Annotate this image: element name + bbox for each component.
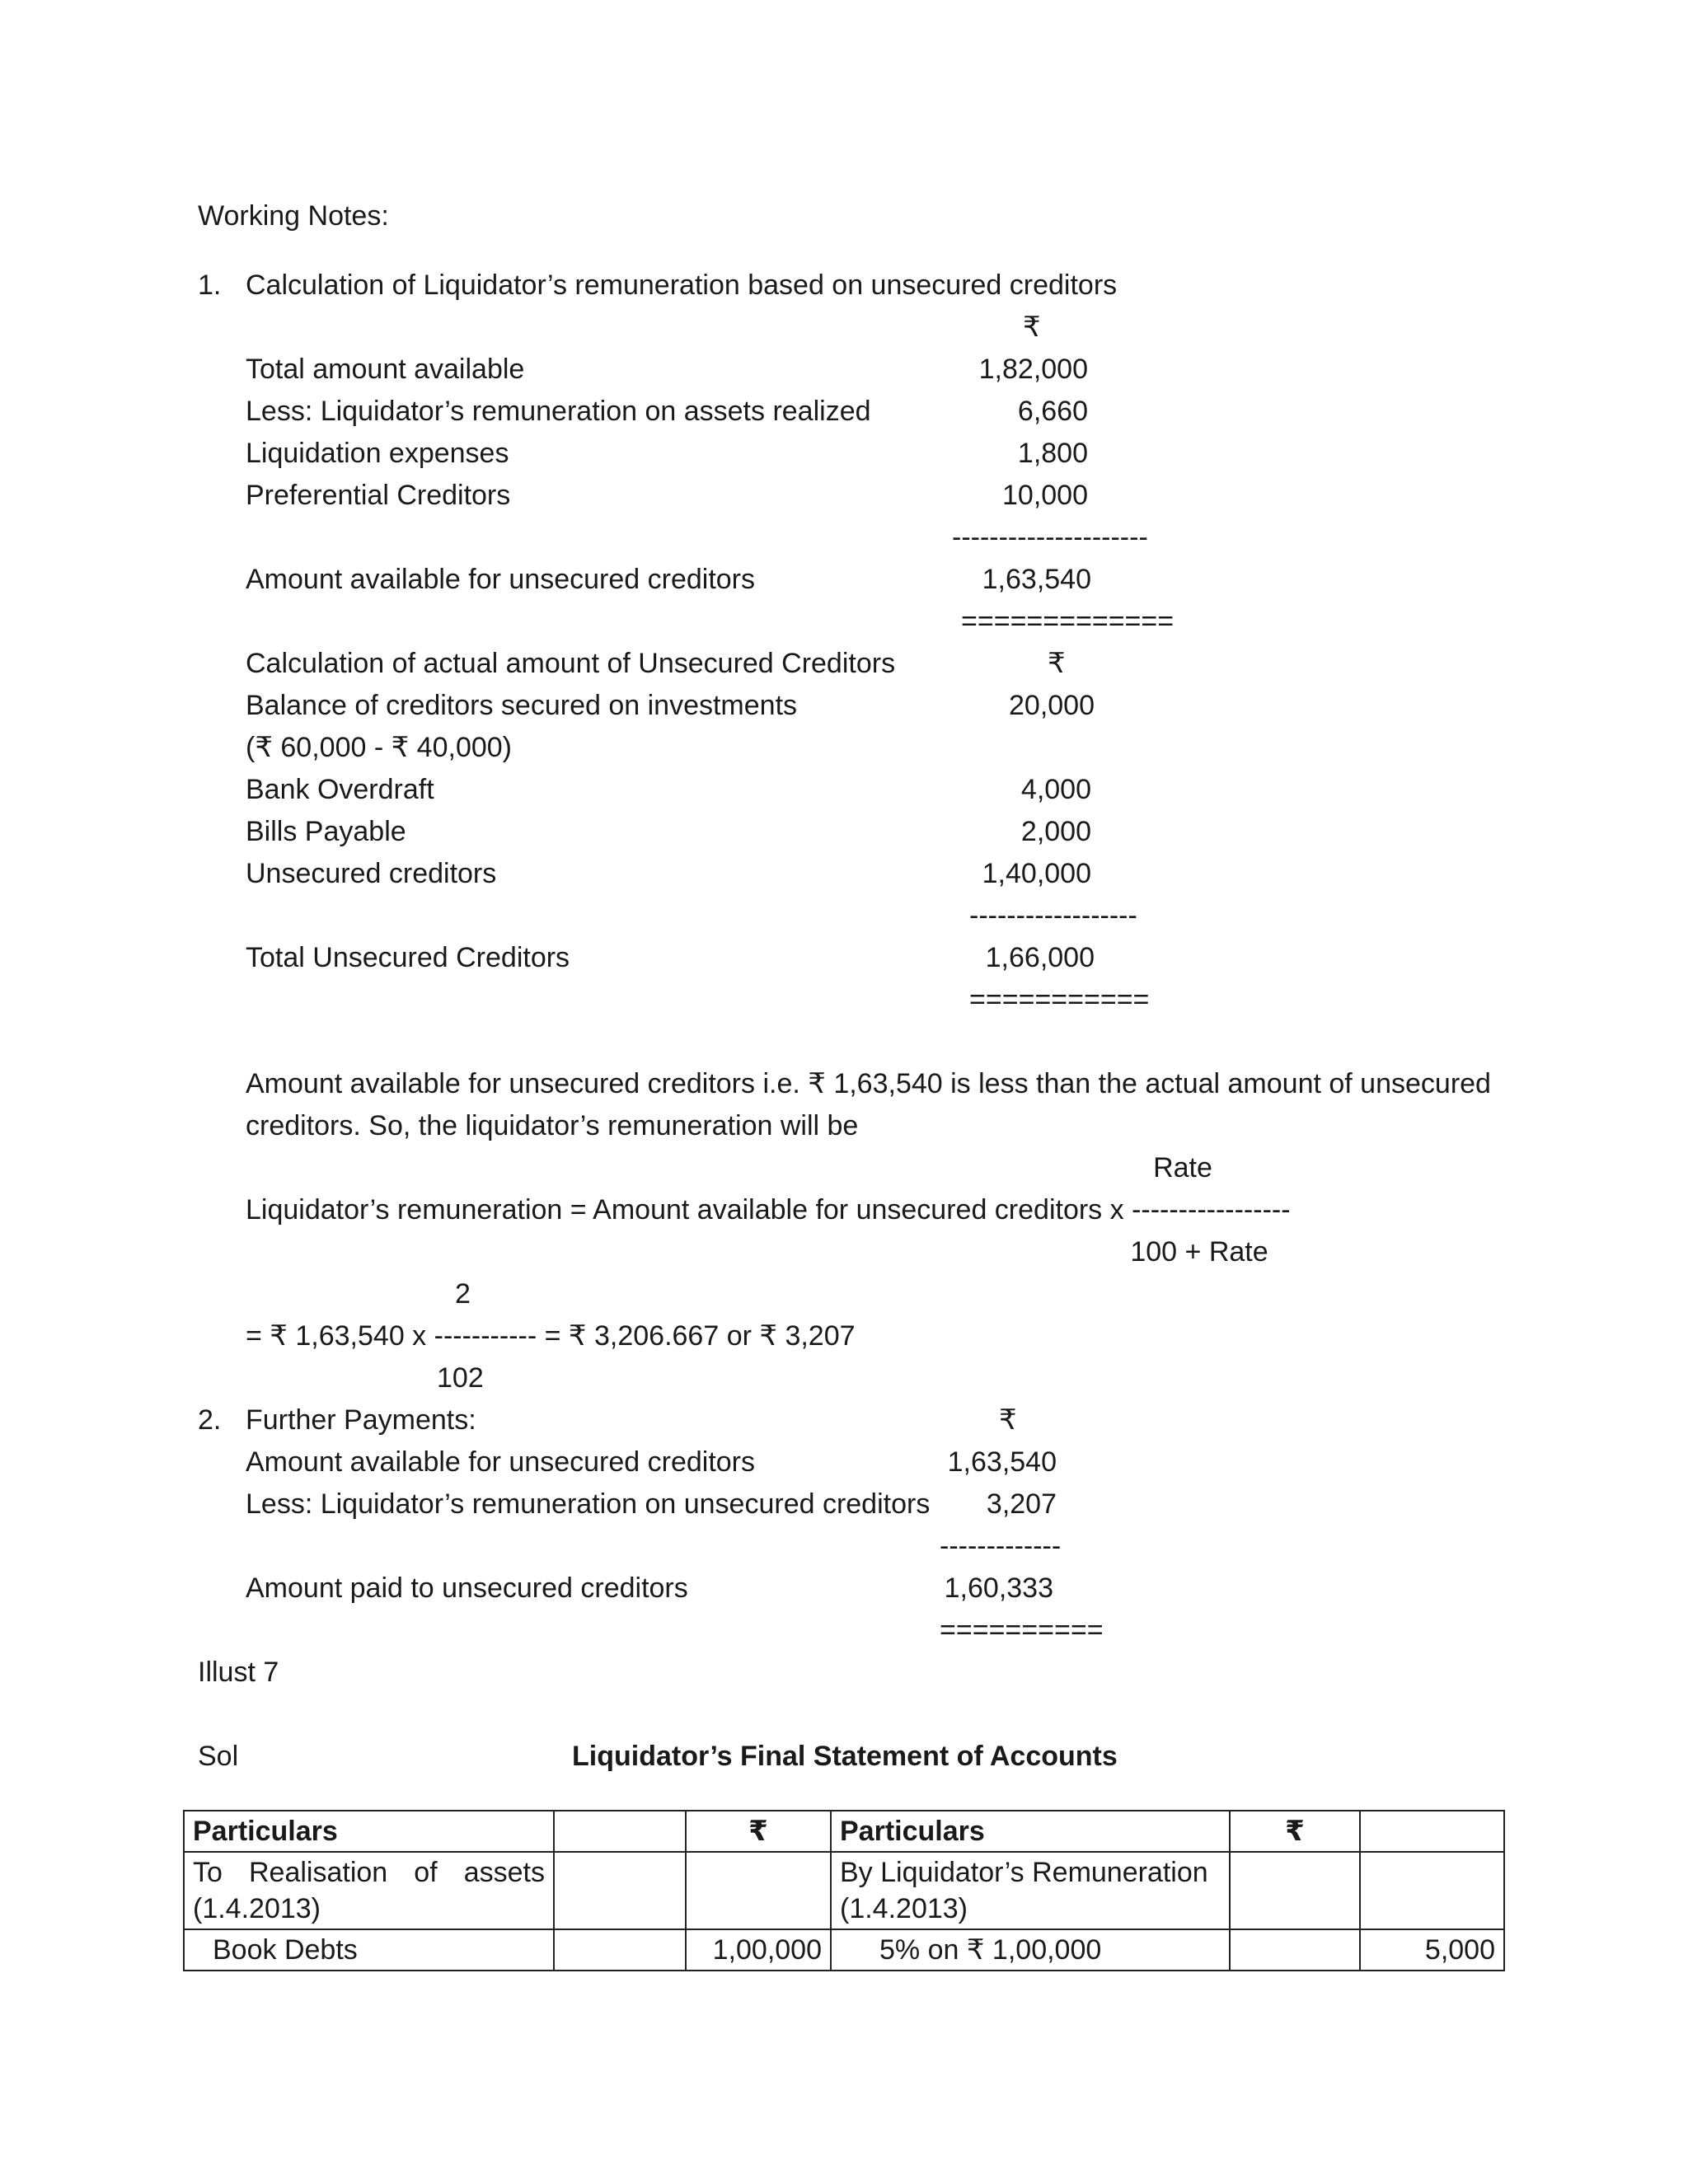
unsecured-row-label: Bills Payable [246,816,406,847]
row-particulars-right: 5% on ₹ 1,00,000 [831,1929,1230,1971]
note1-currency: ₹ [1023,312,1041,343]
header-particulars-left: Particulars [184,1811,554,1852]
table-header-row [184,1811,1504,1852]
total-label: Total Unsecured Creditors [246,942,570,973]
empty-cell [1360,1811,1504,1852]
note1-row-label: Liquidation expenses [246,438,509,469]
formula-text: Liquidator’s remuneration = Amount available for unsecured creditors x ----------------- [246,1194,1291,1226]
statement-title: Liquidator’s Final Statement of Accounts [572,1741,1118,1772]
header-currency-left: ₹ [686,1811,831,1852]
empty-cell [1230,1929,1360,1971]
note1-row-value: 1,82,000 [978,354,1088,385]
empty-cell [554,1929,686,1971]
available-label: Amount available for unsecured creditors [246,564,755,595]
calc-denominator: 102 [437,1362,484,1394]
row-amount-left [686,1852,831,1929]
unsecured-row-value: 1,40,000 [982,858,1091,889]
header-particulars-right: Particulars [831,1811,1230,1852]
formula-denominator: 100 + Rate [1130,1236,1268,1268]
row-particulars-left: Book Debts [184,1929,554,1971]
actual-title: Calculation of actual amount of Unsecured Creditors [246,648,896,679]
table-row [184,1852,1504,1929]
paid-label: Amount paid to unsecured creditors [246,1572,688,1604]
secured-label: Balance of creditors secured on investments [246,690,798,721]
double-underline: ========== [940,1615,1104,1646]
available-value: 1,63,540 [982,564,1091,595]
note2-currency: ₹ [999,1404,1017,1436]
note1-row-value: 1,800 [1017,438,1088,469]
unsecured-row-value: 2,000 [1020,816,1091,847]
header-currency-right: ₹ [1230,1811,1360,1852]
statement-table [183,1810,1505,1971]
paid-value: 1,60,333 [944,1572,1053,1604]
unsecured-row-value: 4,000 [1020,774,1091,805]
note2-row-label: Amount available for unsecured creditors [246,1446,755,1478]
secured-value: 20,000 [1009,690,1095,721]
empty-cell [1230,1852,1360,1929]
row-amount-right [1360,1852,1504,1929]
working-notes-heading: Working Notes: [198,200,389,232]
note2-number: 2. [198,1404,222,1436]
divider-line: --------------------- [952,522,1148,553]
secured-detail: (₹ 60,000 - ₹ 40,000) [246,732,512,763]
row-amount-left: 1,00,000 [686,1929,831,1971]
actual-currency: ₹ [1048,648,1066,679]
sol-label: Sol [198,1741,239,1772]
empty-cell [554,1852,686,1929]
row-amount-right: 5,000 [1360,1929,1504,1971]
empty-cell [554,1811,686,1852]
total-value: 1,66,000 [985,942,1095,973]
double-underline: ============= [961,606,1175,637]
note2-row-value: 1,63,540 [947,1446,1057,1478]
double-underline: =========== [969,984,1150,1015]
note2-row-value: 3,207 [986,1488,1057,1520]
note1-title: Calculation of Liquidator’s remuneration based on unsecured creditors [246,269,1118,301]
illust-label: Illust 7 [198,1657,279,1688]
note2-title: Further Payments: [246,1404,476,1436]
row-particulars-right: By Liquidator’s Remuneration (1.4.2013) [831,1852,1230,1929]
note1-row-label: Total amount available [246,354,525,385]
note1-row-value: 6,660 [1017,396,1088,427]
note1-number: 1. [198,269,222,301]
unsecured-row-label: Bank Overdraft [246,774,434,805]
note1-row-value: 10,000 [1002,480,1088,511]
note2-row-label: Less: Liquidator’s remuneration on unsecured creditors [246,1488,931,1520]
paragraph-line: creditors. So, the liquidator’s remuneration will be [246,1110,859,1141]
paragraph-line: Amount available for unsecured creditors i.e. ₹ 1,63,540 is less than the actual amount of unsecured [246,1068,1491,1099]
row-particulars-left: To Realisation of assets (1.4.2013) [184,1852,554,1929]
formula-numerator: Rate [1153,1152,1212,1183]
divider-line: ------------------ [969,900,1137,931]
note1-row-label: Less: Liquidator’s remuneration on assets realized [246,396,871,427]
calc-numerator: 2 [455,1278,471,1310]
calc-text: = ₹ 1,63,540 x ----------- = ₹ 3,206.667 or ₹ 3,207 [246,1320,856,1352]
note1-row-label: Preferential Creditors [246,480,511,511]
unsecured-row-label: Unsecured creditors [246,858,497,889]
table-row [184,1929,1504,1971]
divider-line: ------------- [940,1530,1062,1562]
